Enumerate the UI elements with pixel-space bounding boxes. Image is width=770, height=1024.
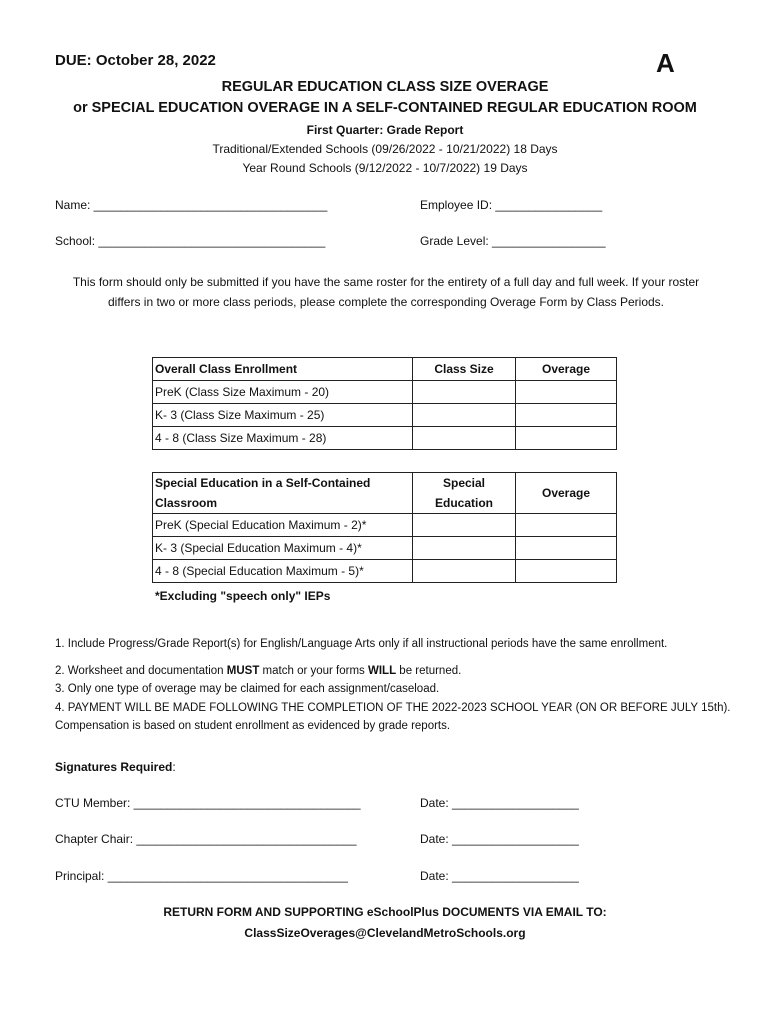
- footnote: *Excluding "speech only" IEPs: [155, 589, 331, 603]
- table-row: [153, 560, 617, 583]
- ctu-date-field[interactable]: Date: ___________________: [420, 796, 579, 810]
- special-education-cell[interactable]: [413, 537, 516, 560]
- row-label: PreK (Class Size Maximum - 20): [153, 381, 413, 404]
- signatures-heading-colon: :: [172, 760, 176, 774]
- note-2-text: be returned.: [396, 665, 462, 677]
- traditional-schools-dates: Traditional/Extended Schools (09/26/2022 - 10/21/2022) 18 Days: [212, 142, 558, 156]
- row-label: 4 - 8 (Special Education Maximum - 5)*: [153, 560, 413, 583]
- signatures-heading-label: Signatures Required: [55, 760, 173, 774]
- column-header: Class Size: [413, 358, 516, 381]
- principal-signature[interactable]: Principal: ____________________________________: [55, 869, 348, 883]
- table-header-row: [153, 358, 617, 381]
- overage-cell[interactable]: [516, 560, 617, 583]
- grade-level-field[interactable]: Grade Level: _________________: [420, 234, 606, 248]
- school-field[interactable]: School: __________________________________: [55, 234, 326, 248]
- year-round-schools-dates: Year Round Schools (9/12/2022 - 10/7/2022) 19 Days: [242, 161, 528, 175]
- ctu-member-signature[interactable]: CTU Member: __________________________________: [55, 796, 361, 810]
- note-2-text: match or your forms: [259, 665, 368, 677]
- form-title-line1: REGULAR EDUCATION CLASS SIZE OVERAGE: [221, 79, 549, 95]
- signatures-heading: [55, 760, 176, 774]
- column-header: Special Education: [413, 473, 516, 514]
- column-header: Overage: [516, 358, 617, 381]
- special-education-table: [152, 472, 617, 583]
- overage-cell[interactable]: [516, 537, 617, 560]
- due-date: DUE: October 28, 2022: [55, 52, 216, 69]
- column-header: Special Education in a Self-Contained Classroom: [153, 473, 413, 514]
- row-label: PreK (Special Education Maximum - 2)*: [153, 514, 413, 537]
- table-row: [153, 427, 617, 450]
- column-header: Overage: [516, 473, 617, 514]
- special-education-cell[interactable]: [413, 560, 516, 583]
- chapter-date-field[interactable]: Date: ___________________: [420, 832, 579, 846]
- note-4-continued: Compensation is based on student enrollment as evidenced by grade reports.: [55, 720, 451, 732]
- form-subtitle: First Quarter: Grade Report: [306, 123, 464, 137]
- special-education-cell[interactable]: [413, 514, 516, 537]
- overage-cell[interactable]: [516, 404, 617, 427]
- table-row: [153, 381, 617, 404]
- note-3: 3. Only one type of overage may be claimed for each assignment/caseload.: [55, 683, 440, 695]
- employee-id-field[interactable]: Employee ID: ________________: [420, 198, 603, 212]
- row-label: 4 - 8 (Class Size Maximum - 28): [153, 427, 413, 450]
- overage-cell[interactable]: [516, 427, 617, 450]
- table-row: [153, 404, 617, 427]
- overage-cell[interactable]: [516, 514, 617, 537]
- table-row: [153, 514, 617, 537]
- regular-enrollment-table: [152, 357, 617, 450]
- table-row: [153, 537, 617, 560]
- note-4: 4. PAYMENT WILL BE MADE FOLLOWING THE COMPLETION OF THE 2022-2023 SCHOOL YEAR (ON OR BEFORE JULY 15th).: [55, 702, 731, 714]
- class-size-cell[interactable]: [413, 427, 516, 450]
- note-1: 1. Include Progress/Grade Report(s) for English/Language Arts only if all instructional periods have the same enrollment.: [55, 638, 668, 650]
- overage-cell[interactable]: [516, 381, 617, 404]
- note-2-text: 2. Worksheet and documentation: [55, 665, 227, 677]
- return-instructions: RETURN FORM AND SUPPORTING eSchoolPlus DOCUMENTS VIA EMAIL TO:: [163, 905, 607, 919]
- row-label: K- 3 (Class Size Maximum - 25): [153, 404, 413, 427]
- table-header-row: [153, 473, 617, 514]
- class-size-cell[interactable]: [413, 404, 516, 427]
- column-header: Overall Class Enrollment: [153, 358, 413, 381]
- name-field[interactable]: Name: ___________________________________: [55, 198, 328, 212]
- note-2-will: WILL: [368, 665, 397, 677]
- chapter-chair-signature[interactable]: Chapter Chair: _________________________________: [55, 832, 357, 846]
- instructions-paragraph: This form should only be submitted if you have the same roster for the entirety of a full day and full week. If your roster differs in two or more class periods, please complete the corresponding Overage Form by Class Periods.: [72, 275, 700, 309]
- note-2-must: MUST: [226, 665, 260, 677]
- row-label: K- 3 (Special Education Maximum - 4)*: [153, 537, 413, 560]
- return-email[interactable]: ClassSizeOverages@ClevelandMetroSchools.org: [244, 926, 526, 940]
- class-size-cell[interactable]: [413, 381, 516, 404]
- form-title-line2: or SPECIAL EDUCATION OVERAGE IN A SELF-CONTAINED REGULAR EDUCATION ROOM: [73, 100, 697, 116]
- principal-date-field[interactable]: Date: ___________________: [420, 869, 579, 883]
- note-2: [55, 665, 461, 677]
- form-letter: A: [656, 48, 675, 78]
